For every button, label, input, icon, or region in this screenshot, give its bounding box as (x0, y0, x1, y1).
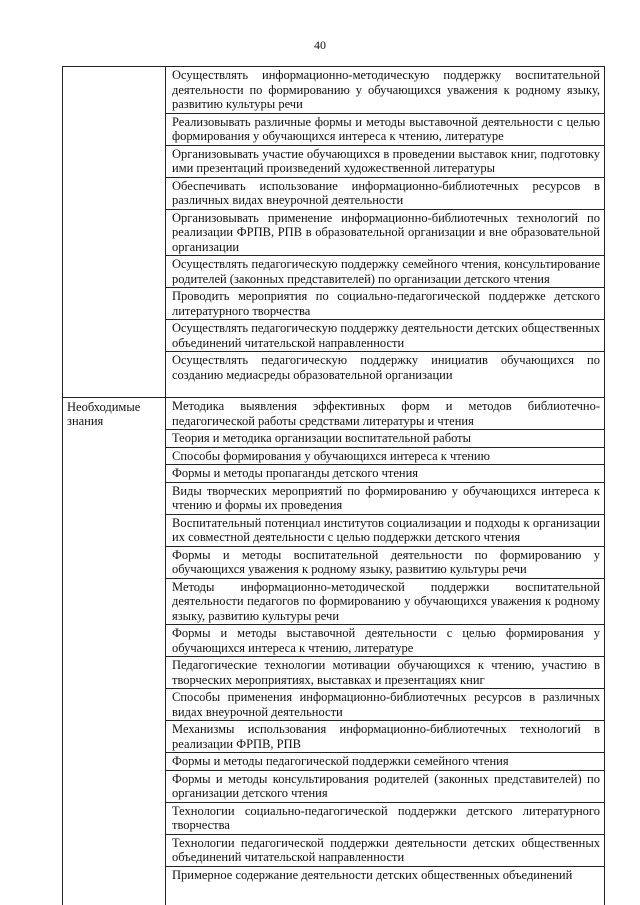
list-item: Осуществлять педагогическую поддержку инициатив обучающихся по созданию медиасреды образовательной организации (172, 353, 600, 382)
row-label-knowledge: Необходимые знания (63, 398, 166, 905)
list-item: Методы информационно-методической поддержки воспитательной деятельности педагогов по формированию у обучающихся уважения к родному языку, развитию культуры речи (166, 579, 604, 626)
row-items (166, 398, 605, 905)
list-item: Организовывать участие обучающихся в проведении выставок книг, подготовку ими презентаций произведений художественной литературы (166, 146, 604, 178)
list-item: Формы и методы воспитательной деятельности по формированию у обучающихся уважения к родному языку, развитию культуры речи (166, 547, 604, 579)
list-item: Осуществлять информационно-методическую поддержку воспитательной деятельности по формированию у обучающихся уважения к родному языку, развитию культуры речи (166, 67, 604, 114)
list-item: Осуществлять педагогическую поддержку деятельности детских общественных объединений читательской направленности (166, 320, 604, 352)
list-item: Проводить мероприятия по социально-педагогической поддержке детского литературного творчества (166, 288, 604, 320)
competency-table (62, 66, 605, 905)
list-item: Осуществлять педагогическую поддержку семейного чтения, консультирование родителей (законных представителей) по организации детского чтения (166, 256, 604, 288)
list-item: Технологии педагогической поддержки деятельности детских общественных объединений читательской направленности (166, 835, 604, 867)
table-row (63, 398, 605, 905)
list-item: Способы применения информационно-библиотечных ресурсов в различных видах внеурочной деятельности (166, 689, 604, 721)
list-item: Воспитательный потенциал институтов социализации и подходы к организации их совместной деятельности с целью поддержки детского чтения (166, 515, 604, 547)
table-row (63, 67, 605, 398)
list-item: Примерное содержание деятельности детских общественных объединений (172, 867, 573, 882)
list-item: Реализовывать различные формы и методы выставочной деятельности с целью формирования у обучающихся интереса к чтению, литературе (166, 114, 604, 146)
list-item: Теория и методика организации воспитательной работы (166, 430, 604, 448)
list-item: Способы формирования у обучающихся интереса к чтению (166, 448, 604, 466)
row-label (63, 67, 166, 398)
list-item: Механизмы использования информационно-библиотечных технологий в реализации ФРПВ, РПВ (166, 721, 604, 753)
list-item: Формы и методы педагогической поддержки семейного чтения (166, 753, 604, 771)
list-item: Методика выявления эффективных форм и методов библиотечно-педагогической работы средствами литературы и чтения (166, 398, 604, 430)
list-item: Формы и методы консультирования родителей (законных представителей) по организации детского чтения (166, 771, 604, 803)
list-item: Формы и методы пропаганды детского чтения (166, 465, 604, 483)
list-item: Обеспечивать использование информационно-библиотечных ресурсов в различных видах внеурочной деятельности (166, 178, 604, 210)
list-item: Организовывать применение информационно-библиотечных технологий по реализации ФРПВ, РПВ в образовательной организации и вне образовательной организации (166, 210, 604, 257)
row-items (166, 67, 605, 398)
list-item: Виды творческих мероприятий по формированию у обучающихся интереса к чтению и формы их проведения (166, 483, 604, 515)
list-item: Педагогические технологии мотивации обучающихся к чтению, участию в творческих мероприятиях, выставках и презентациях книг (166, 657, 604, 689)
list-item: Технологии социально-педагогической поддержки детского литературного творчества (166, 803, 604, 835)
list-item: Формы и методы выставочной деятельности с целью формирования у обучающихся интереса к чтению, литературе (166, 625, 604, 657)
page-number: 40 (314, 38, 326, 52)
